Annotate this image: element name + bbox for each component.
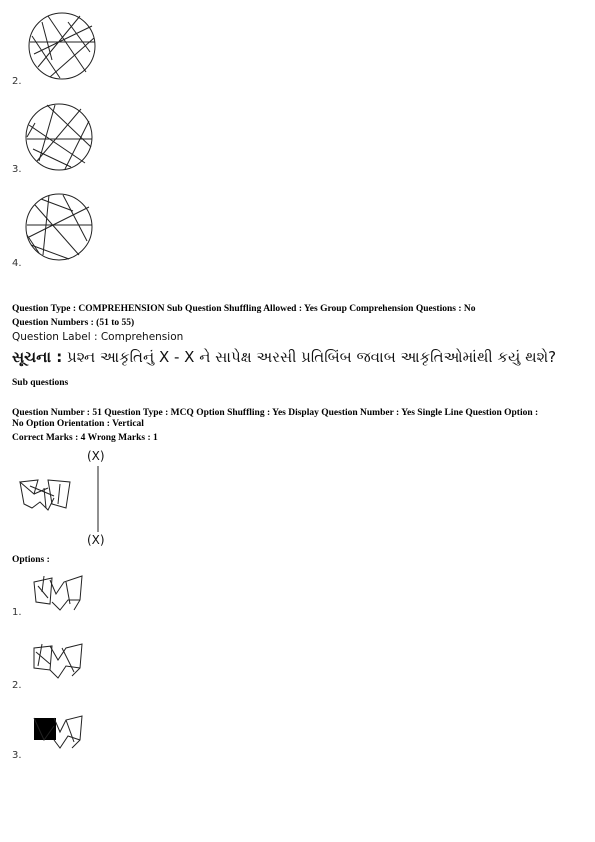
answer-figure-option-2[interactable]	[30, 640, 86, 682]
option-label: 3.	[12, 750, 22, 761]
answer-figure-option-3[interactable]	[30, 712, 86, 754]
question-type-line: Question Type : COMPREHENSION Sub Question Shuffling Allowed : Yes Group Comprehension Questions : No	[12, 304, 476, 314]
question-meta-line-1: Question Number : 51 Question Type : MCQ Option Shuffling : Yes Display Question Number : Yes Single Line Question Option :	[12, 408, 539, 418]
options-heading: Options :	[12, 555, 50, 565]
question-meta-line-2: No Option Orientation : Vertical	[12, 419, 144, 429]
question-figure	[18, 474, 74, 518]
circle-figure-option-1	[28, 12, 100, 84]
answer-figure-option-1[interactable]	[30, 572, 86, 614]
mirror-axis-top-label: (X)	[87, 449, 105, 463]
prev-option-label: 2.	[12, 76, 22, 87]
question-label-line: Question Label : Comprehension	[12, 331, 184, 343]
prev-option-label: 4.	[12, 258, 22, 269]
option-label: 1.	[12, 607, 22, 618]
instruction-text: પ્રશ્ન આકૃતિનું X - X ને સાપેક્ષ અરસી પ્રતિબિંબ જવાબ આકૃતિઓમાંથી કયું થશે?	[67, 348, 557, 366]
prev-option-label: 3.	[12, 164, 22, 175]
option-label: 2.	[12, 680, 22, 691]
mirror-axis-line	[96, 466, 100, 532]
question-numbers-line: Question Numbers : (51 to 55)	[12, 318, 135, 328]
instruction-line	[12, 348, 556, 366]
question-marks: Correct Marks : 4 Wrong Marks : 1	[12, 433, 158, 443]
mirror-axis-bottom-label: (X)	[87, 533, 105, 547]
circle-figure-option-3	[25, 193, 97, 265]
circle-figure-option-2	[25, 103, 97, 175]
sub-questions-heading: Sub questions	[12, 378, 69, 388]
instruction-label: સૂચના :	[12, 348, 63, 366]
